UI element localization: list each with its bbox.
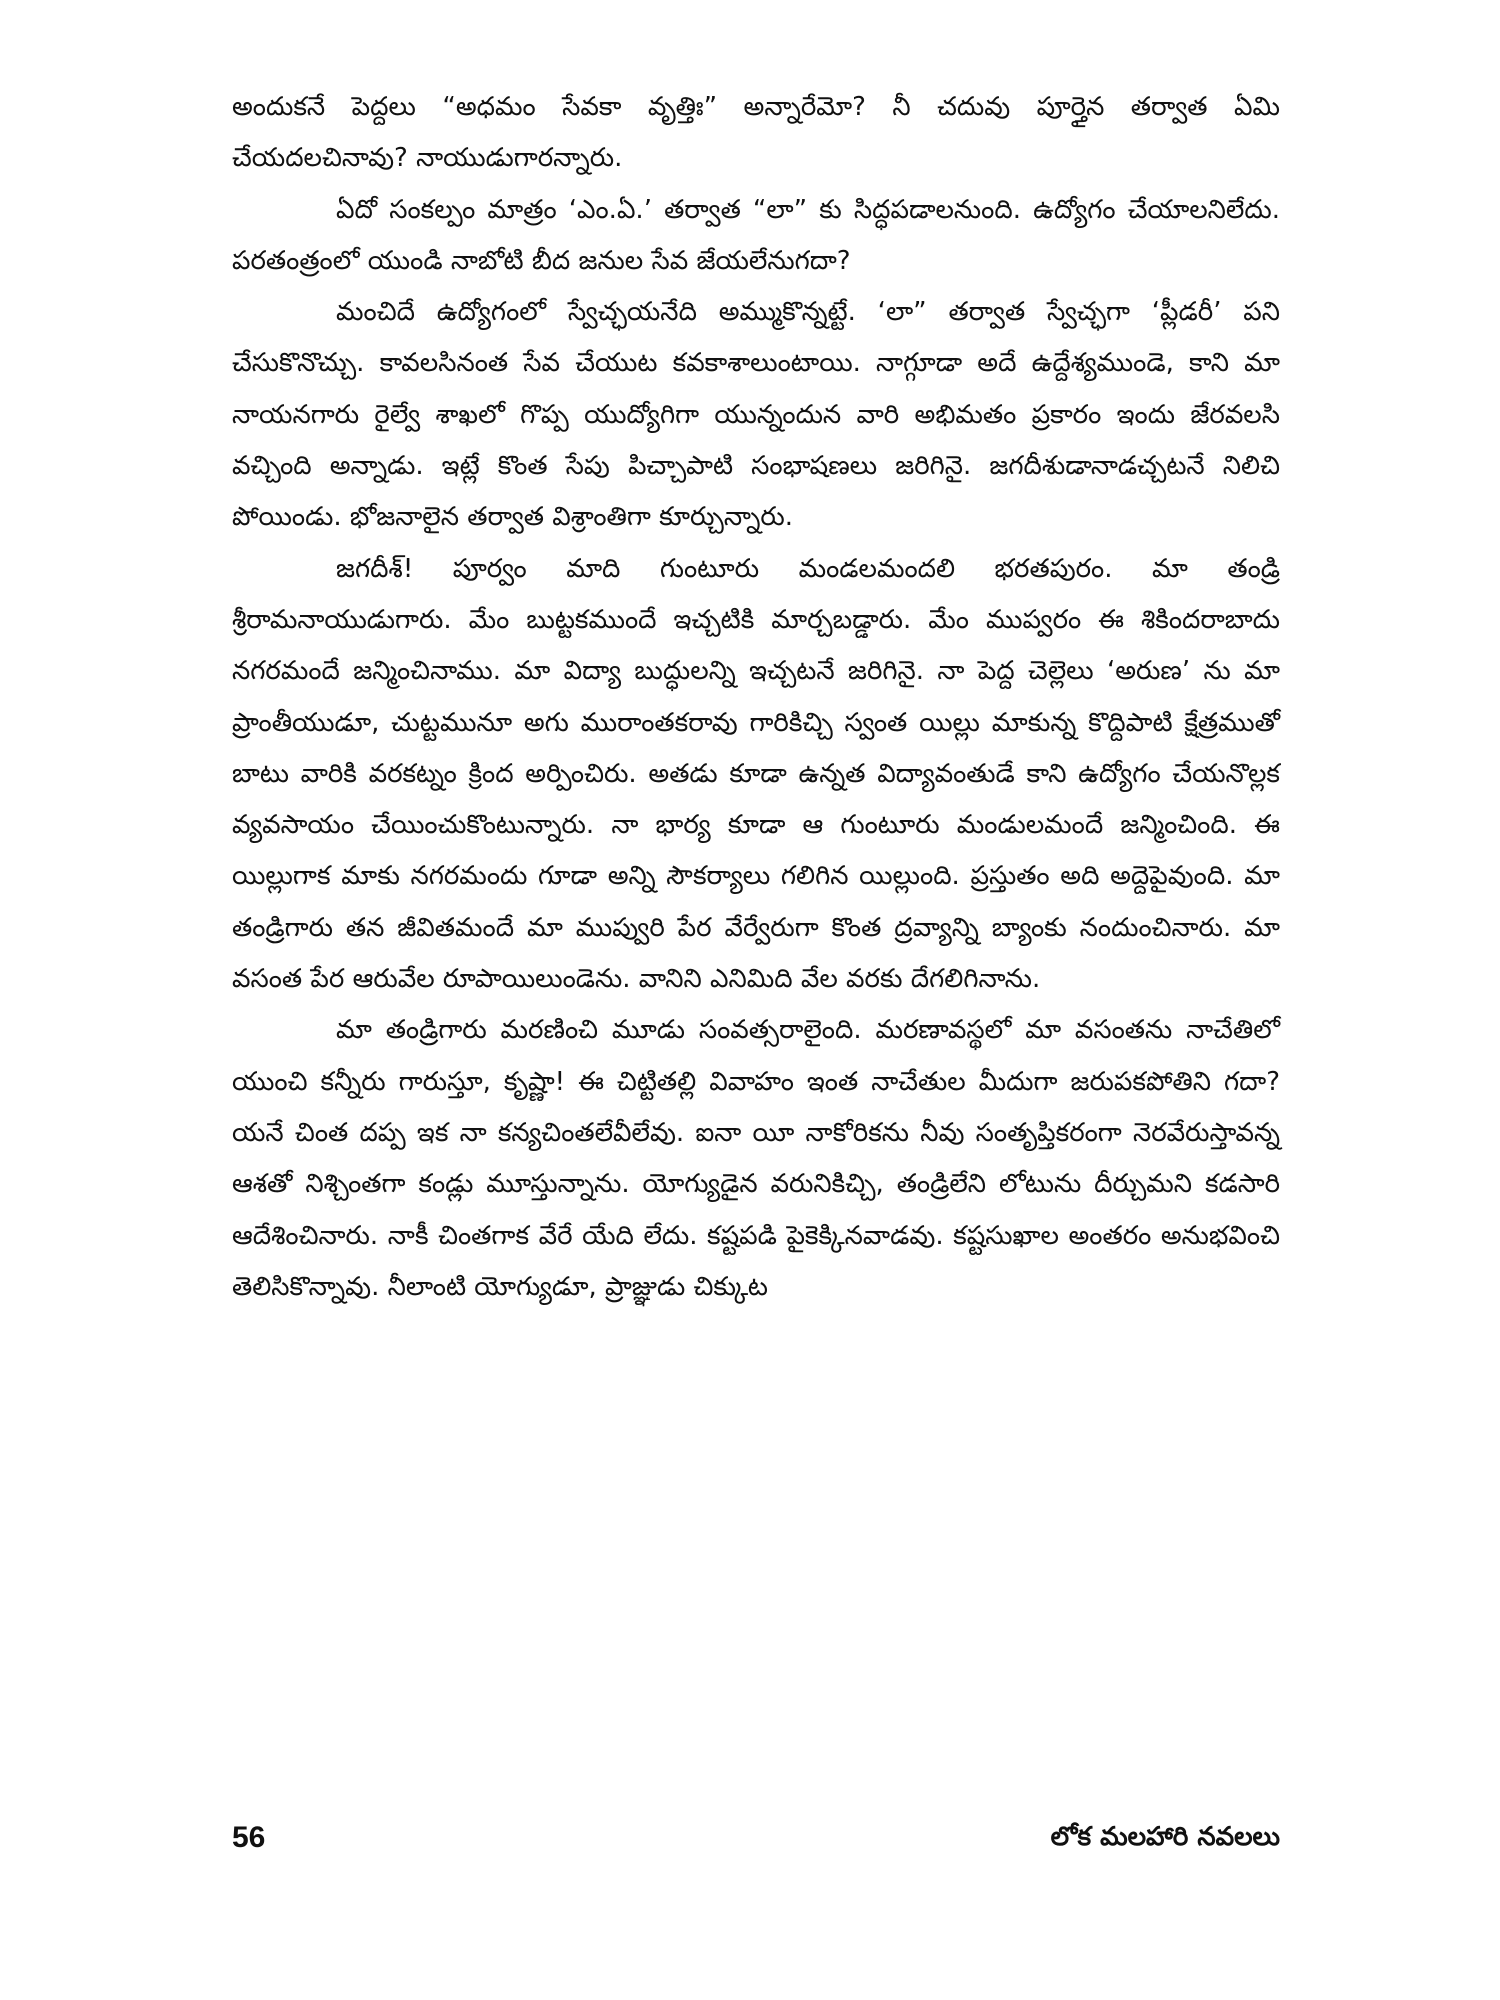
running-footer-title: లోక మలహారి నవలలు [1050, 1822, 1280, 1852]
paragraph-4: జగదీశ్! పూర్వం మాది గుంటూరు మండలమందలి భరతపురం. మా తండ్రి శ్రీరామనాయుడుగారు. మేం బుట్టకముందే ఇచ్చటికి మార్చబడ్డారు. మేం ముప్వరం ఈ శికిందరాబాదు నగరమందే జన్మించినాము. మా విద్యా బుద్ధులన్ని ఇచ్చటనే జరిగినై. నా పెద్ద చెల్లెలు ‘అరుణ’ ను మా ప్రాంతీయుడూ, చుట్టమునూ అగు మురాంతకరావు గారికిచ్చి స్వంత యిల్లు మాకున్న కొద్దిపాటి క్షేత్రముతో బాటు వారికి వరకట్నం క్రింద అర్పించిరు. అతడు కూడా ఉన్నత విద్యావంతుడే కాని ఉద్యోగం చేయనొల్లక వ్యవసాయం చేయించుకొంటున్నారు. నా భార్య కూడా ఆ గుంటూరు మండులమందే జన్మించింది. ఈ యిల్లుగాక మాకు నగరమందు గూడా అన్ని సౌకర్యాలు గలిగిన యిల్లుంది. ప్రస్తుతం అది అద్దెపైవుంది. మా తండ్రిగారు తన జీవితమందే మా ముప్వురి పేర వేర్వేరుగా కొంత ద్రవ్యాన్ని బ్యాంకు నందుంచినారు. మా వసంత పేర ఆరువేల రూపాయిలుండెను. వానిని ఎనిమిది వేల వరకు దేగలిగినాను. [232, 553, 1280, 995]
body-text [232, 82, 1280, 1313]
paragraph-2: ఏదో సంకల్పం మాత్రం ‘ఎం.ఏ.’ తర్వాత “లా” కు సిద్ధపడాలనుంది. ఉద్యోగం చేయాలనిలేదు. పరతంత్రంలో యుండి నాబోటి బీద జనుల సేవ జేయలేనుగదా? [232, 194, 1280, 276]
paragraph-5: మా తండ్రిగారు మరణించి మూడు సంవత్సరాలైంది. మరణావస్థలో మా వసంతను నాచేతిలో యుంచి కన్నీరు గారుస్తూ, కృష్ణా! ఈ చిట్టితల్లి వివాహం ఇంత నాచేతుల మీదుగా జరుపకపోతిని గదా? యనే చింత దప్ప ఇక నా కన్యచింతలేవీలేవు. ఐనా యీ నాకోరికను నీవు సంతృప్తికరంగా నెరవేరుస్తావన్న ఆశతో నిశ్చింతగా కండ్లు మూస్తున్నాను. యోగ్యుడైన వరునికిచ్చి, తండ్రిలేని లోటును దీర్చుమని కడసారి ఆదేశించినారు. నాకీ చింతగాక వేరే యేది లేదు. కష్టపడి పైకెక్కినవాడవు. కష్టసుఖాల అంతరం అనుభవించి తెలిసికొన్నావు. నీలాంటి యోగ్యుడూ, ప్రాజ్ఞుడు చిక్కుట [232, 1015, 1280, 1302]
paragraph-1: అందుకనే పెద్దలు “అధమం సేవకా వృత్తిః” అన్నారేమో? నీ చదువు పూర్తైన తర్వాత ఏమి చేయదలచినావు? నాయుడుగారన్నారు. [232, 92, 1280, 174]
page-number: 56 [232, 1821, 266, 1854]
paragraph-3: మంచిదే ఉద్యోగంలో స్వేచ్ఛయనేది అమ్ముకొన్నట్టే. ‘లా” తర్వాత స్వేచ్ఛగా ‘ప్లీడరీ’ పని చేసుకొనొచ్చు. కావలసినంత సేవ చేయుట కవకాశాలుంటాయి. నాగ్గూడా అదే ఉద్దేశ్యముండె, కాని మా నాయనగారు రైల్వే శాఖలో గొప్ప యుద్యోగిగా యున్నందున వారి అభిమతం ప్రకారం ఇందు జేరవలసి వచ్చింది అన్నాడు. ఇట్లే కొంత సేపు పిచ్చాపాటి సంభాషణలు జరిగినై. జగదీశుడానాడచ్చటనే నిలిచి పోయిండు. భోజనాలైన తర్వాత విశ్రాంతిగా కూర్చున్నారు. [232, 297, 1280, 533]
